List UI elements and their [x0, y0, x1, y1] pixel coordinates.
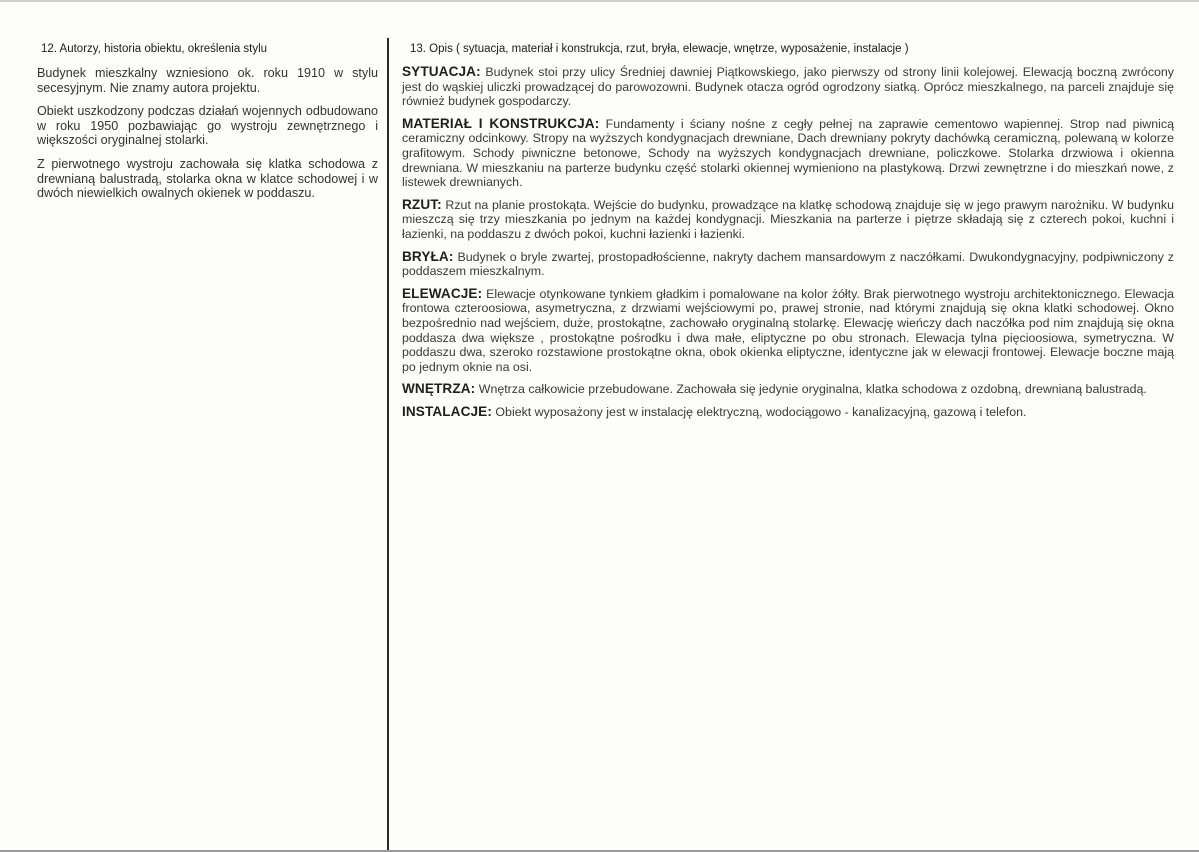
description-elevations	[402, 287, 1174, 375]
situation-label: SYTUACJA:	[402, 64, 481, 79]
history-paragraph: Z pierwotnego wystroju zachowała się klatka schodowa z drewnianą balustradą, stolarka okna w klatce schodowej i w dwóch niewielkich owalnych okienek w poddaszu.	[37, 156, 378, 201]
massing-label: BRYŁA:	[402, 248, 454, 264]
section-13-heading: 13. Opis ( sytuacja, materiał i konstrukcja, rzut, bryła, elewacje, wnętrze, wyposażenie, instalacje )	[410, 43, 909, 55]
installations-text: Obiekt wyposażony jest w instalację elektryczną, wodociągowo - kanalizacyjną, gazową i telefon.	[495, 404, 1027, 419]
massing-text: Budynek o bryle zwartej, prostopadłościenne, nakryty dachem mansardowym z naczółkami. Dwukondygnacyjny, podpiwniczony z poddaszem mieszkalnym.	[402, 249, 1174, 279]
interiors-label: WNĘTRZA:	[402, 381, 476, 397]
plan-text: Rzut na planie prostokąta. Wejście do budynku, prowadzące na klatkę schodową znajduje się w jego prawym narożniku. W budynku mieszczą się trzy mieszkania po jednym na każdej kondygnacji. Mieszkania na parterze i piętrze składają się z czterech pokoi, kuchni i łazienki, na poddaszu z dwóch pokoi, kuchni łazienki i łazienki.	[402, 197, 1174, 241]
description-installations	[402, 405, 1174, 420]
plan-label: RZUT:	[402, 196, 442, 212]
description-plan	[402, 198, 1174, 242]
situation-text: Budynek stoi przy ulicy Średniej dawniej Piątkowskiego, jako pierwszy od strony linii kolejowej. Elewacją boczną zwrócony jest do wąskiej uliczki prowadzącej do parowozowni. Budynek otacza ogród ogrodzony siatką. Oprócz mieszkalnego, na parceli znajduje się również budynek gospodarczy.	[402, 65, 1174, 109]
history-paragraph: Obiekt uszkodzony podczas działań wojennych odbudowano w roku 1950 pozbawiając go wystroju zewnętrznego i większości oryginalnej stolarki.	[37, 104, 378, 148]
left-column	[37, 42, 378, 210]
description-situation	[402, 65, 1174, 109]
material-text: Fundamenty i ściany nośne z cegły pełnej na zaprawie cementowo wapiennej. Strop nad piwnicą ceramiczny odcinkowy. Stropy na wyższych kondygnacjach drewniane, Dach drewniany pokryty dachówką ceramiczną, polewaną w kolorze grafitowym. Schody piwniczne betonowe, Schody na wyższych kondygnacjach drewniane, policzkowe. Stolarka drzwiowa i okienna drewniana. W mieszkaniu na parterze budynku część stolarki okiennej wymieniono na plastykową. Drzwi zewnętrzne i do mieszkań nowe, z listewek drewnianych.	[402, 116, 1174, 190]
column-divider	[387, 38, 389, 850]
installations-label: INSTALACJE:	[402, 403, 492, 419]
material-label: MATERIAŁ I KONSTRUKCJA:	[402, 115, 600, 131]
description-massing	[402, 250, 1174, 279]
description-material	[402, 117, 1174, 190]
elevations-text: Elewacje otynkowane tynkiem gładkim i pomalowane na kolor żółty. Brak pierwotnego wystroju architektonicznego. Elewacja frontowa czteroosiowa, asymetryczna, z drzwiami wejściowymi po, prawej stronie, nad którymi znajdują się okna klatki schodowej. Okno bezpośrednio nad wejściem, duże, prostokątne, zachowało oryginalną stolarkę. Elewację wieńczy dach naczółka pod nim znajdują się okna poddasza dwa większe , prostokątne pośrodku i dwa małe, eliptyczne po obu stronach. Elewacja tylna pięcioosiowa, symetryczna. W poddaszu dwa, szeroko rozstawione prostokątne okna, obok okienka eliptyczne, identyczne jak w elewacji frontowej. Elewacje boczne mają po jednym oknie na osi.	[402, 286, 1174, 374]
right-column	[402, 42, 1174, 427]
description-interiors	[402, 382, 1174, 397]
history-paragraph: Budynek mieszkalny wzniesiono ok. roku 1910 w stylu secesyjnym. Nie znamy autora projektu.	[37, 66, 378, 95]
section-12-heading: 12. Autorzy, historia obiektu, określenia stylu	[41, 43, 268, 55]
interiors-text: Wnętrza całkowicie przebudowane. Zachowała się jedynie oryginalna, klatka schodowa z ozdobną, drewnianą balustradą.	[478, 382, 1147, 397]
elevations-label: ELEWACJE:	[402, 285, 483, 301]
page-top-edge	[0, 0, 1199, 2]
